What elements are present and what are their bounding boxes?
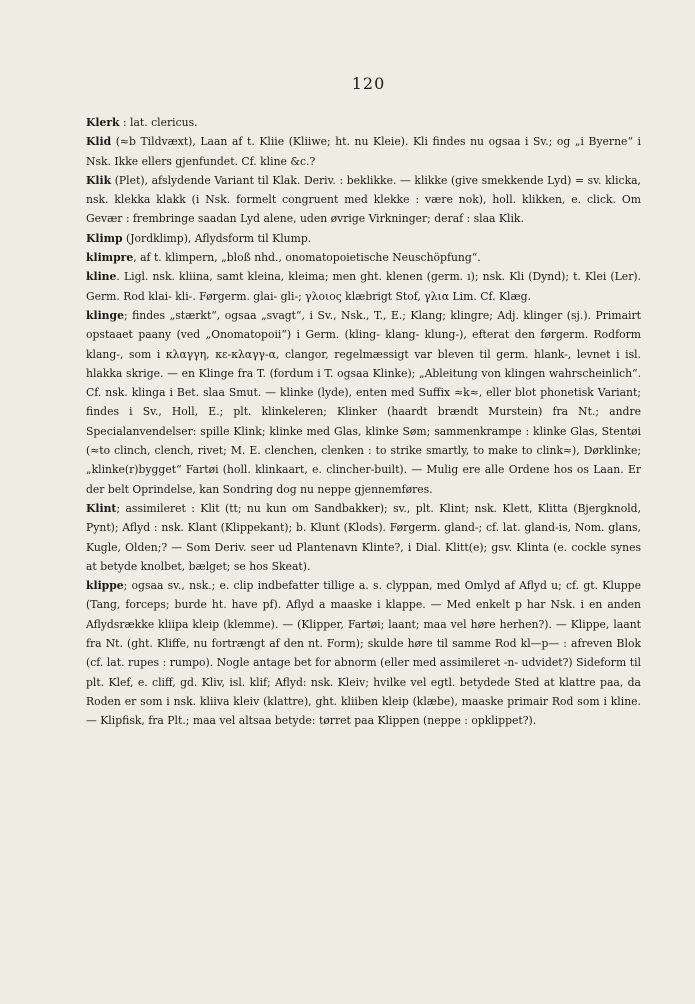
entry-text: ; findes „stærkt“, ogsaa „svagt“, i Sv., Nsk., T., E.; Klang; klingre; Adj. klinger (sj.). Primairt opstaaet paany (ved „Onomatopoii“) i Germ. (kling- klang- klung-), efterat den førgerm. Rodform klang-, som i κλαγγη, κε-κλαγγ-α, clangor, regelmæssigt var bleven til germ. hlank-, levnet i isl. hlakka skrige. — en Klinge fra T. (fordum i T. ogsaa Klinke); „Ableitung von klingen wahrscheinlich“. Cf. nsk. klinga i Bet. slaa Smut. — klinke (lyde), enten med Suffix ≈k≈, eller blot phonetisk Variant; findes i Sv., Holl, E.; plt. klinkeleren; Klinker (haardt brændt Murstein) fra Nt.; andre Specialanvendelser: spille Klink; klinke med Glas, klinke Søm; sammenkrampe : klinke Glas, Stentøi (≈to clinch, clench, rivet; M. E. clenchen, clenken : to strike smartly, to make to clink≈), Dørklinke; „klinke(r)bygget“ Fartøi (holl. klinkaart, e. clincher-built). — Mulig ere alle Ordene hos os Laan. Er der belt Oprindelse, kan Sondring dog nu neppe gjennemføres. xyxy=(86,308,641,496)
entry-headword: kline xyxy=(86,270,117,284)
entry-text: ; assimileret : Klit (tt; nu kun om Sandbakker); sv., plt. Klint; nsk. Klett, Klitta (Bjergknold, Pynt); Aflyd : nsk. Klant (Klippekant); b. Klunt (Klods). Førgerm. gland-; cf. lat. gland-is, Nom. glans, Kugle, Olden;? — Som Deriv. seer ud Plantenavn Klinte?, i Dial. Klitt(e); gsv. Klinta (e. cockle synes at betyde knolbet, bælget; se hos Skeat). xyxy=(86,501,641,573)
entry-text: (Plet), afslydende Variant til Klak. Deriv. : beklikke. — klikke (give smekkende Lyd) = sv. klicka, nsk. klekka klakk (i Nsk. formelt congruent med klekke : være nok), holl. klikken, e. click. Om Gevær : frembringe saadan Lyd alene, uden øvrige Virkninger; deraf : slaa Klik. xyxy=(86,173,641,226)
entry-headword: klinge xyxy=(86,308,124,322)
entry-klid xyxy=(86,132,641,171)
entry-klimpre xyxy=(86,248,641,267)
entry-klik xyxy=(86,171,641,229)
entry-text: ; ogsaa sv., nsk.; e. clip indbefatter tillige a. s. clyppan, med Omlyd af Aflyd u; cf. gt. Kluppe (Tang, forceps; burde ht. have pf). Aflyd a maaske i klappe. — Med enkelt p har Nsk. i en anden Aflydsrække kliipa kleip (klemme). — (Klipper, Fartøi; laant; maa vel høre herhen?). — Klippe, laant fra Nt. (ght. Kliffe, nu fortrængt af den nt. Form); skulde høre til samme Rod kl—p— : afreven Blok (cf. lat. rupes : rumpo). Nogle antage bet for abnorm (eller med assimileret -n- udvidet?) Sideform til plt. Klef, e. cliff, gd. Kliv, isl. klif; Aflyd: nsk. Kleiv; hvilke vel egtl. betydede Sted at klattre paa, da Roden er som i nsk. kliiva kleiv (klattre), ght. kliiben kleip (klæbe), maaske primair Rod som i kline. — Klipfisk, fra Plt.; maa vel altsaa betyde: tørret paa Klippen (neppe : opklippet?). xyxy=(86,579,641,728)
entry-klerk xyxy=(86,113,641,132)
entry-headword: Klimp xyxy=(86,231,123,245)
entry-text: (Jordklimp), Aflydsform til Klump. xyxy=(122,231,312,245)
entry-headword: klippe xyxy=(86,579,124,593)
dictionary-entries xyxy=(86,113,641,731)
entry-headword: Klid xyxy=(86,135,112,149)
page-number: 120 xyxy=(351,74,386,93)
entry-text: . Ligl. nsk. kliina, samt kleina, kleima; men ght. klenen (germ. ı); nsk. Kli (Dynd); t. Klei (Ler). Germ. Rod klai- kli-. Førgerm. glai- gli-; γλοιος klæbrigt Stof, γλια Lim. Cf. Klæg. xyxy=(86,270,641,303)
entry-klint xyxy=(86,499,641,576)
entry-headword: Klerk xyxy=(86,116,120,129)
entry-text: : lat. clericus. xyxy=(119,116,198,129)
entry-text: (≈b Tildvæxt), Laan af t. Kliie (Kliiwe; ht. nu Kleie). Kli findes nu ogsaa i Sv.; og „i Byerne“ i Nsk. Ikke ellers gjenfundet. Cf. kline &c.? xyxy=(86,135,641,168)
entry-headword: Klik xyxy=(86,173,112,187)
entry-headword: klimpre xyxy=(86,251,134,265)
entry-text: , af t. klimpern, „bloß nhd., onomatopoietische Neuschöpfung“. xyxy=(133,251,481,265)
entry-klippe xyxy=(86,576,641,730)
entry-klinge xyxy=(86,306,641,499)
entry-headword: Klint xyxy=(86,501,117,515)
entry-kline xyxy=(86,267,641,306)
entry-klimp xyxy=(86,229,641,248)
